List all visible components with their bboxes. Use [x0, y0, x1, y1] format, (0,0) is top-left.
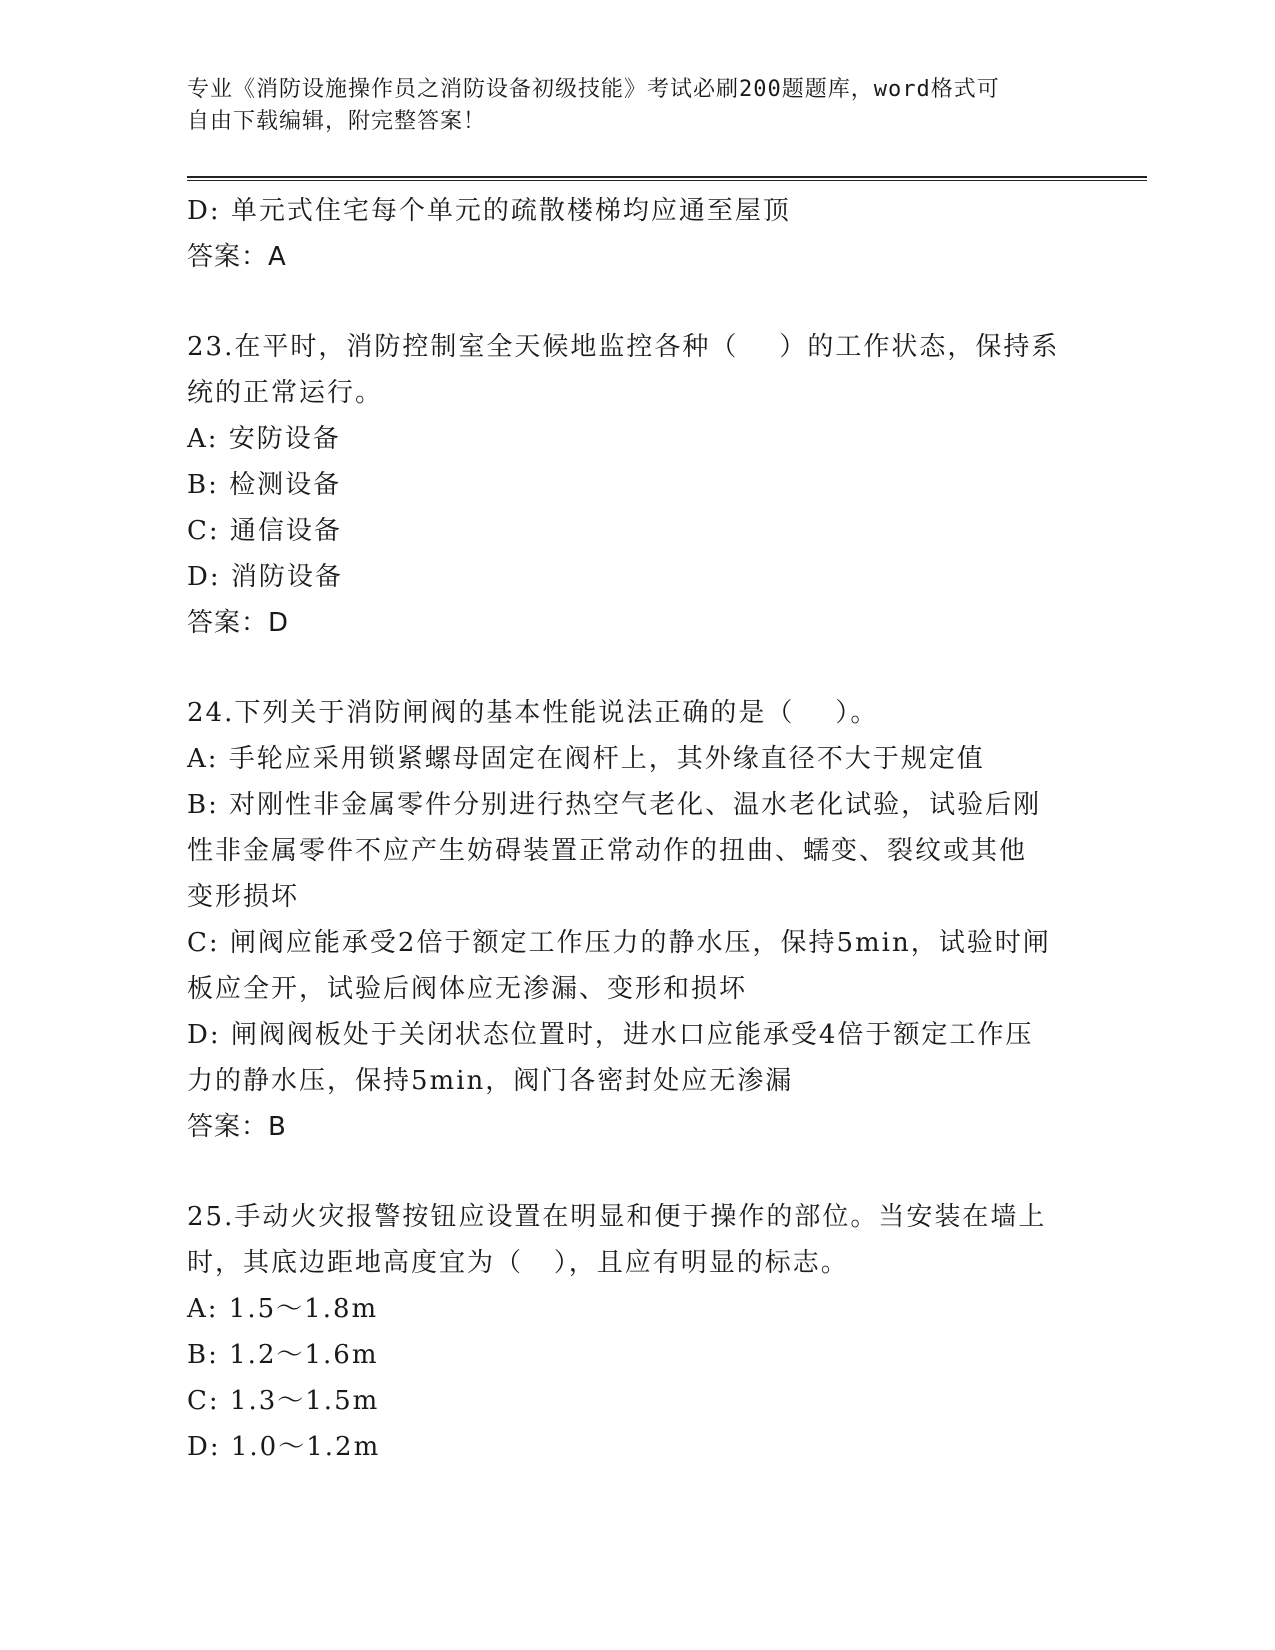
option-b: B: 检测设备: [187, 470, 342, 500]
option-d: D: 单元式住宅每个单元的疏散楼梯均应通至屋顶: [187, 196, 791, 226]
option-a: A: 手轮应采用锁紧螺母固定在阀杆上，其外缘直径不大于规定值: [187, 744, 985, 774]
option-b: B: 对刚性非金属零件分别进行热空气老化、温水老化试验，试验后刚: [187, 790, 1042, 820]
document-page: [187, 0, 1147, 1650]
header-line-2: 自由下载编辑，附完整答案！: [187, 109, 487, 134]
document-header: [187, 74, 1087, 138]
question-22-tail: [187, 188, 1067, 280]
option-b-cont: 性非金属零件不应产生妨碍装置正常动作的扭曲、蠕变、裂纹或其他: [187, 836, 1028, 866]
answer-label: 答案：A: [187, 242, 287, 272]
option-c-cont: 板应全开，试验后阀体应无渗漏、变形和损坏: [187, 974, 748, 1004]
question-stem: 24.下列关于消防闸阀的基本性能说法正确的是（ ）。: [187, 698, 879, 728]
question-25: [187, 1194, 1067, 1470]
question-24: [187, 690, 1067, 1150]
option-b-cont: 变形损坏: [187, 882, 300, 912]
answer-label: 答案：B: [187, 1112, 287, 1142]
answer-label: 答案：D: [187, 608, 290, 638]
question-stem: 23.在平时，消防控制室全天候地监控各种（ ）的工作状态，保持系: [187, 332, 1060, 362]
option-c: C: 闸阀应能承受2倍于额定工作压力的静水压，保持5min，试验时闸: [187, 928, 1051, 958]
option-d: D: 1.0～1.2m: [187, 1432, 381, 1462]
option-d: D: 闸阀阀板处于关闭状态位置时，进水口应能承受4倍于额定工作压: [187, 1020, 1034, 1050]
question-stem-cont: 统的正常运行。: [187, 378, 384, 408]
header-divider: [187, 176, 1147, 181]
option-c: C: 通信设备: [187, 516, 342, 546]
option-d: D: 消防设备: [187, 562, 343, 592]
option-a: A: 安防设备: [187, 424, 341, 454]
option-d-cont: 力的静水压，保持5min，阀门各密封处应无渗漏: [187, 1066, 794, 1096]
header-line-1: 专业《消防设施操作员之消防设备初级技能》考试必刷200题题库，word格式可: [187, 77, 1000, 102]
option-b: B: 1.2～1.6m: [187, 1340, 379, 1370]
question-list: [187, 188, 1067, 1470]
option-a: A: 1.5～1.8m: [187, 1294, 379, 1324]
option-c: C: 1.3～1.5m: [187, 1386, 380, 1416]
question-stem: 25.手动火灾报警按钮应设置在明显和便于操作的部位。当安装在墙上: [187, 1202, 1047, 1232]
question-23: [187, 324, 1067, 646]
question-stem-cont: 时，其底边距地高度宜为（ ），且应有明显的标志。: [187, 1248, 849, 1278]
